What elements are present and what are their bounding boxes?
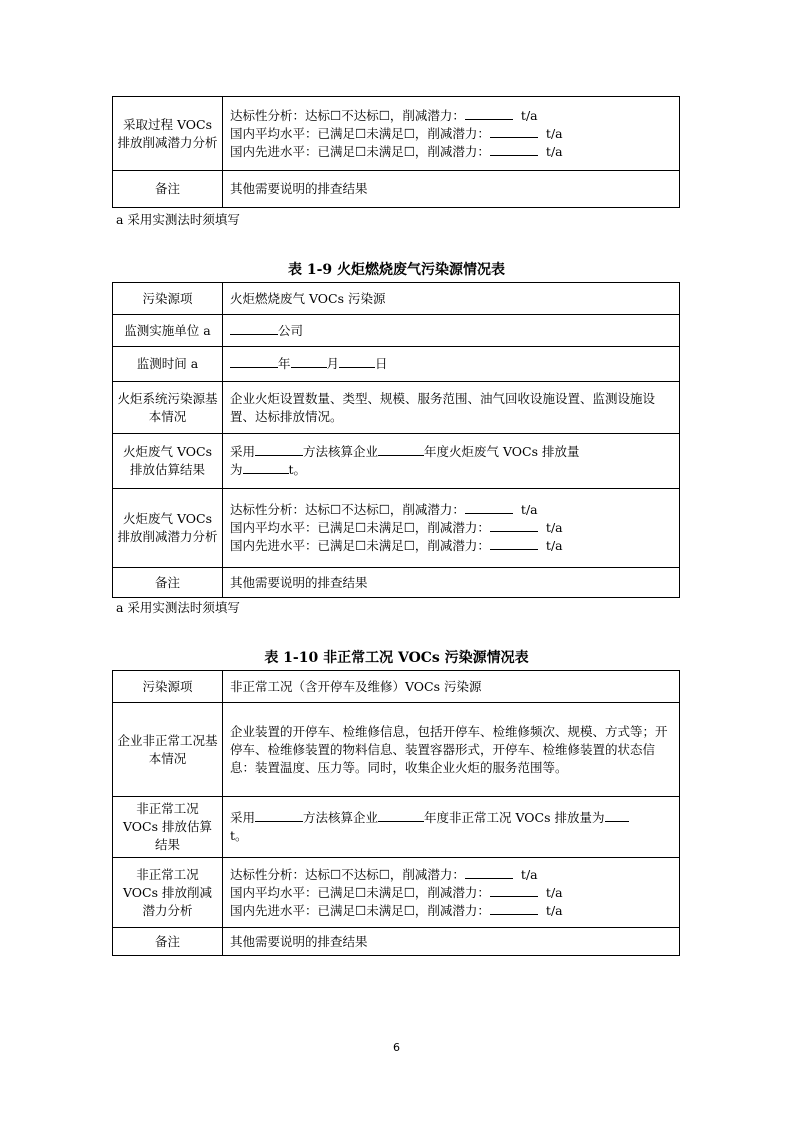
cell-reduce-lines: [223, 97, 680, 171]
cell-source-label: 污染源项: [113, 283, 223, 315]
cell-monitor-time-label: 监测时间 a: [113, 347, 223, 382]
line-domestic-advanced: 国内先进水平：已满足☐未满足☐，削减潜力：: [230, 143, 490, 159]
caption-table-1-10: 表 1-10 非正常工况 VOCs 污染源情况表: [264, 650, 529, 666]
cell-reduce-lines: [223, 489, 680, 568]
footnote-table-1-9: a 采用实测法时须填写: [116, 600, 240, 615]
est-text: 采用: [230, 444, 256, 459]
cell-source-label: 污染源项: [113, 671, 223, 703]
cell-remark-text: 其他需要说明的排查结果: [223, 568, 680, 598]
cell-reduce-label: 火炬废气 VOCs 排放削减潜力分析: [113, 489, 223, 568]
caption-table-1-9: 表 1-9 火炬燃烧废气污染源情况表: [287, 262, 506, 278]
cell-source-value: 非正常工况（含开停车及维修）VOCs 污染源: [223, 671, 680, 703]
unit-ta: t/a: [545, 538, 563, 553]
est-text: t。: [288, 462, 307, 477]
est-text: 为: [230, 462, 243, 477]
line-domestic-average: 国内平均水平：已满足☐未满足☐，削减潜力：: [230, 520, 490, 535]
cell-estimate-text: [223, 797, 680, 858]
cell-basic-text: 企业火炬设置数量、类型、规模、服务范围、油气回收设施设置、监测设施设置、达标排放情况。: [223, 382, 680, 434]
line-domestic-advanced: 国内先进水平：已满足☐未满足☐，削减潜力：: [230, 538, 490, 553]
cell-monitor-time-value: [223, 347, 680, 382]
est-text: 方法核算企业: [303, 810, 379, 825]
line-compliance: 达标性分析：达标☐不达标☐，削减潜力：: [230, 866, 465, 882]
line-compliance: 达标性分析：达标☐不达标☐，削减潜力：: [230, 502, 465, 517]
company-suffix: 公司: [278, 322, 304, 338]
cell-monitor-unit-value: [223, 315, 680, 347]
est-text: 年度非正常工况 VOCs 排放量为: [424, 810, 605, 825]
line-domestic-average: 国内平均水平：已满足☐未满足☐，削减潜力：: [230, 884, 490, 900]
unit-ta: t/a: [545, 125, 563, 141]
cell-source-value: 火炬燃烧废气 VOCs 污染源: [223, 283, 680, 315]
cell-basic-label: 火炬系统污染源基本情况: [113, 382, 223, 434]
table-1-10: [112, 670, 680, 956]
cell-reduce-label: 非正常工况 VOCs 排放削减潜力分析: [113, 858, 223, 928]
est-text: 方法核算企业: [303, 444, 379, 459]
cell-remark-text: 其他需要说明的排查结果: [223, 171, 680, 208]
day-label: 日: [375, 356, 388, 371]
cell-remark-label: 备注: [113, 928, 223, 956]
unit-ta: t/a: [545, 884, 563, 900]
table-prev-continuation: [112, 96, 680, 208]
unit-ta: t/a: [545, 902, 563, 918]
est-text: 年度火炬废气 VOCs 排放量: [424, 444, 580, 459]
footnote-prev: a 采用实测法时须填写: [116, 212, 240, 227]
line-domestic-average: 国内平均水平：已满足☐未满足☐，削减潜力：: [230, 125, 490, 141]
cell-remark-text: 其他需要说明的排查结果: [223, 928, 680, 956]
line-compliance: 达标性分析：达标☐不达标☐，削减潜力：: [230, 107, 465, 123]
unit-ta: t/a: [520, 502, 538, 517]
page-number: 6: [393, 1041, 400, 1054]
cell-remark-label: 备注: [113, 568, 223, 598]
cell-reduce-label: 采取过程 VOCs 排放削减潜力分析: [113, 97, 223, 171]
cell-monitor-unit-label: 监测实施单位 a: [113, 315, 223, 347]
line-domestic-advanced: 国内先进水平：已满足☐未满足☐，削减潜力：: [230, 902, 490, 918]
cell-estimate-label: 火炬废气 VOCs 排放估算结果: [113, 434, 223, 489]
cell-estimate-label: 非正常工况 VOCs 排放估算结果: [113, 797, 223, 858]
cell-reduce-lines: [223, 858, 680, 928]
est-text: 采用: [230, 810, 256, 825]
est-text: t。: [230, 828, 248, 843]
year-label: 年: [278, 356, 291, 371]
month-label: 月: [326, 356, 340, 371]
unit-ta: t/a: [545, 143, 563, 159]
unit-ta: t/a: [520, 866, 538, 882]
cell-basic-label: 企业非正常工况基本情况: [113, 703, 223, 797]
table-1-9: [112, 282, 680, 598]
cell-basic-text: 企业装置的开停车、检维修信息，包括开停车、检维修频次、规模、方式等；开停车、检维修装置的物料信息、装置容器形式，开停车、检维修装置的状态信息：装置温度、压力等。同时，收集企业火炬的服务范围等。: [223, 703, 680, 797]
cell-estimate-text: [223, 434, 680, 489]
cell-remark-label: 备注: [113, 171, 223, 208]
unit-ta: t/a: [520, 107, 538, 123]
unit-ta: t/a: [545, 520, 563, 535]
